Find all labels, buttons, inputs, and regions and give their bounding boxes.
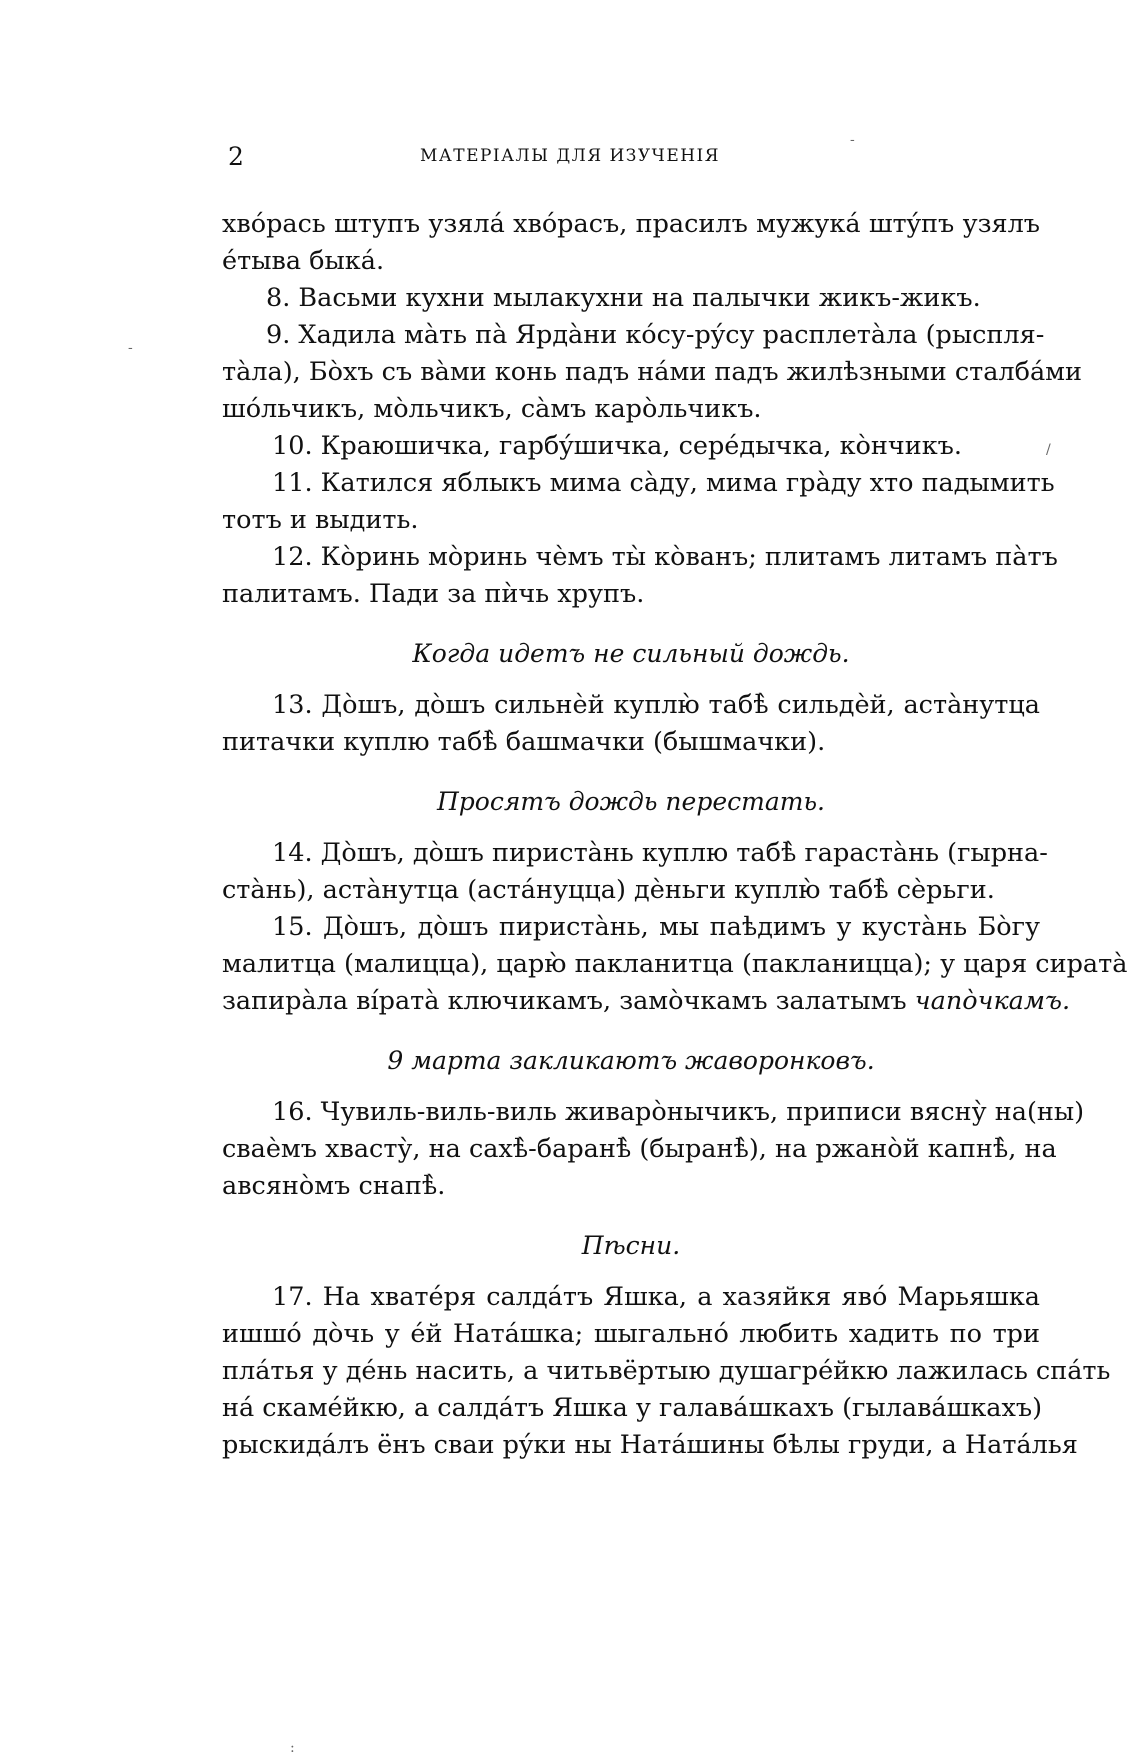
item-17-line: ишшó дòчь у éй Натáшка; шыгальнó любить хадить по три [222, 1319, 1040, 1349]
section-heading: Просятъ дождь перестать. [436, 787, 825, 816]
text-line: хвóрась штупъ узялá хвóрасъ, прасилъ мужукá штýпъ узялъ [222, 209, 1040, 239]
item-17-line: 17. На хватéря салдáтъ Яшка, а хазяйкя явó Марьяшка [272, 1282, 1040, 1312]
item-13-line: 13. Дòшъ, дòшъ сильнѐй куплю̀ табѣ̀ сильдѐй, астàнутца [272, 690, 1040, 720]
page-number: 2 [228, 142, 244, 171]
item-12-line: 12. Кòринь мòринь чѐмъ ты̀ кòванъ; плитамъ литамъ пàтъ [272, 542, 1058, 572]
stray-mark: - [850, 132, 855, 148]
item-12-line: палитамъ. Пади за пѝчь хрупъ. [222, 579, 645, 609]
item-14-line: 14. Дòшъ, дòшъ пиристàнь куплю табѣ̀ гарастàнь (гырна- [272, 838, 1048, 868]
item-15-line [222, 983, 1071, 1020]
item-9-line: тàла), Бòхъ съ вàми конь падъ нáми падъ жилѣзными сталбáми [222, 357, 1082, 387]
item-14-line: стàнь), астàнутца (астáнуцца) дѐньги куплю̀ табѣ̀ сѐрьги. [222, 875, 995, 905]
item-15-line: малитца (малицца), царю̀ пакланитца (пакланицца); у царя сиратà [222, 949, 1128, 979]
item-16-line: сваѐмъ хвасту̀, на сахѣ̀-баранѣ̀ (быранѣ̀), на ржанòй капнѣ̀, на [222, 1134, 1057, 1164]
item-10: 10. Краюшичка, гарбýшичка, серéдычка, кòнчикъ. [272, 431, 962, 461]
italic-word: чапòчкамъ. [914, 986, 1071, 1016]
section-heading: 9 марта закликаютъ жаворонковъ. [387, 1046, 875, 1075]
item-17-line: рыскидáлъ ёнъ сваи рýки ны Натáшины бѣлы груди, а Натáлья [222, 1430, 1078, 1460]
section-heading: Пѣсни. [581, 1231, 681, 1260]
item-17-line: нá скамéйкю, а салдáтъ Яшка у галавáшкахъ (гылавáшкахъ) [222, 1393, 1043, 1423]
page-header [0, 142, 1140, 176]
item-15-text: запирàла вíратà ключикамъ, замòчкамъ залатымъ [222, 986, 907, 1016]
running-title: МАТЕРІАЛЫ ДЛЯ ИЗУЧЕНІЯ [419, 146, 721, 166]
item-8: 8. Васьми кухни мылакухни на палычки жикъ-жикъ. [266, 283, 981, 313]
body-text [222, 206, 1128, 1464]
item-17-line: плáтья у дéнь насить, а читьвёртыю душагрéйкю лажилась спáть [222, 1356, 1111, 1386]
stray-mark: - [128, 340, 133, 356]
item-11-line: 11. Катился яблыкъ мима сàду, мима грàду хто падымить [272, 468, 1055, 498]
item-16-line: 16. Чувиль-виль-виль живарòнычикъ, приписи вясну̀ на(ны) [272, 1097, 1085, 1127]
stray-mark: : [290, 1740, 295, 1756]
text-line: éтыва быкá. [222, 246, 385, 276]
item-16-line: авсянòмъ снапѣ̀. [222, 1171, 446, 1201]
item-13-line: питачки куплю табѣ̀ башмачки (бышмачки). [222, 727, 826, 757]
item-15-line: 15. Дòшъ, дòшъ пиристàнь, мы паѣдимъ у кустàнь Бòгу [272, 912, 1040, 942]
item-11-line: тотъ и выдить. [222, 505, 419, 535]
section-heading: Когда идетъ не сильный дождь. [412, 639, 850, 668]
item-9-line: 9. Хадила мàть пà Ярдàни кóсу-рýсу расплетàла (рыспля- [266, 320, 1045, 350]
item-9-line: шóльчикъ, мòльчикъ, сàмъ карòльчикъ. [222, 394, 762, 424]
stray-mark: / [1046, 442, 1051, 458]
